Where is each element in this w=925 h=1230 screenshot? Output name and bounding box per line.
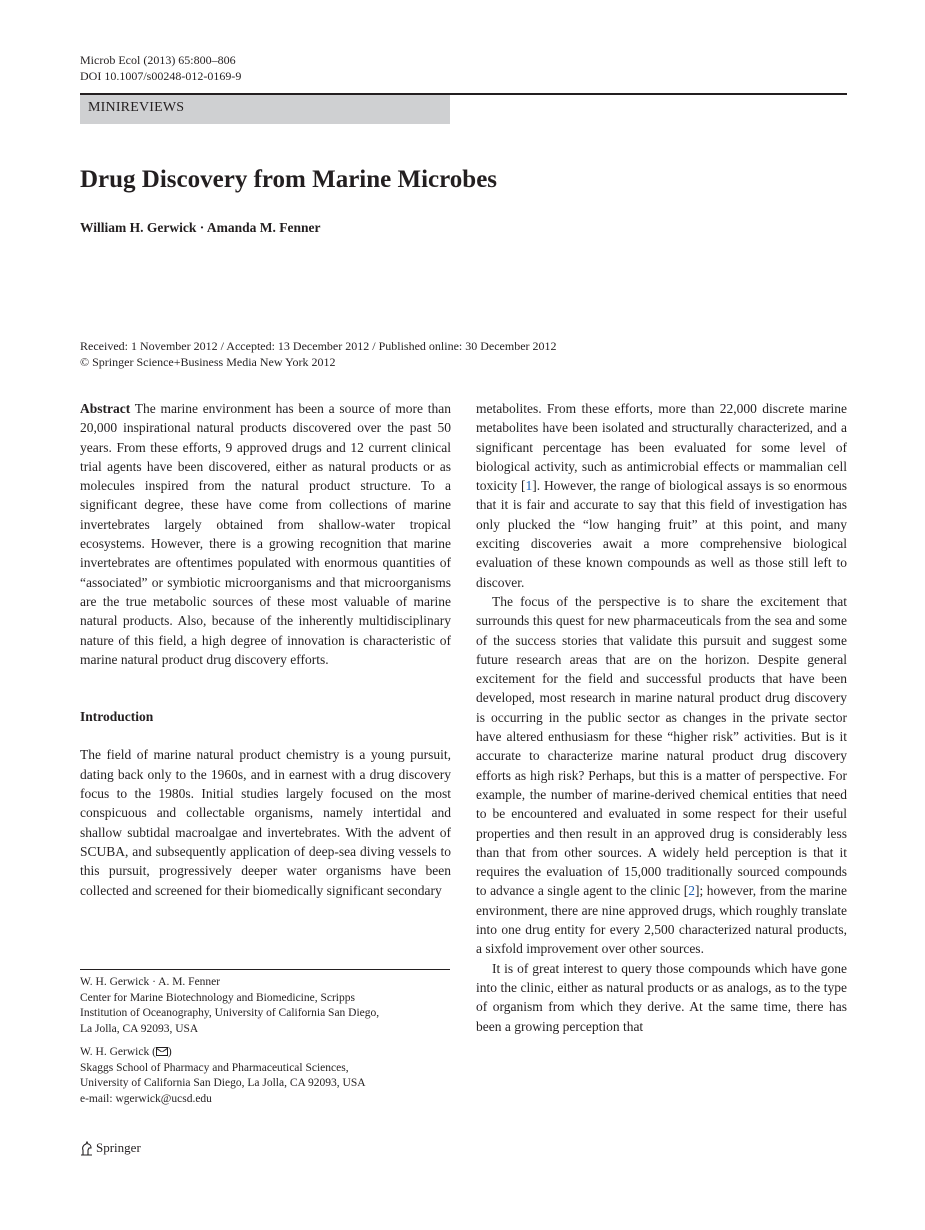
body-text: The focus of the perspective is to share the excitement that surrounds this quest for new pharmaceuticals from the sea and some of the success stories that validate this pursuit and suggest some future research areas that are on the horizon. Despite general excitement for the field and successful products that have been developed, most research in marine natural product drug discovery is occurring in the public sector as changes in the private sector have altered enthusiasm for these “higher risk” activities. But is it accurate to characterize marine natural product drug discovery efforts as high risk? Perhaps, but this is a matter of perspective. For example, the number of marine-derived chemical entities that need to be encountered and evaluated in some respect for their useful properties and then result in an approved drug is considerably less than that from other sources. A widely held perception is that it requires the evaluation of 15,000 traditionally sourced compounds to advance a single agent to the clinic [ [476,593,847,899]
citation-link-2[interactable]: 2 [688,883,695,899]
body-text: metabolites. From these efforts, more than 22,000 discrete marine metabolites have been isolated and structurally characterized, and a significant percentage has been evaluated for some level of biological activity, such as antimicrobial effects or mammalian cell toxicity [ [476,401,847,494]
article-title: Drug Discovery from Marine Microbes [80,166,498,193]
springer-horse-icon [80,1141,93,1156]
email-address[interactable]: e-mail: wgerwick@ucsd.edu [80,1092,212,1105]
affiliation-2-name-close: ) [167,1046,172,1058]
affiliation-text: Skaggs School of Pharmacy and Pharmaceutical Sciences, [80,1061,349,1074]
affiliation-1 [80,975,460,1037]
affiliations [80,975,460,1115]
envelope-icon [156,1047,168,1056]
body-text: ]; however, from the marine environment, there are nine approved drugs, which roughly translate into one drug entity for every 2,500 characterized natural products, a sixfold improvement over other sources. [476,883,847,957]
footnote-rule [80,969,450,970]
body-paragraph-3: It is of great interest to query those compounds which have gone into the clinic, either as natural products or as analogs, as to the type of organism from which they derive. At the same time, there has been a growing perception that [476,960,847,1034]
affiliation-text: Institution of Oceanography, University of California San Diego, [80,1007,380,1019]
citation-link-1[interactable]: 1 [525,478,533,494]
publisher-name: Springer [96,1140,141,1155]
body-paragraph-1 [476,399,847,592]
publisher-footer [80,1140,141,1156]
introduction-paragraph: The field of marine natural product chemistry is a young pursuit, dating back only to the 1960s, and in earnest with a drug discovery focus to the 1980s. Initial studies largely focused on the most conspicuous and collectable organisms, namely intertidal and shallow subtidal macroalgae and invertebrates. With the advent of SCUBA, and subsequently application of deep-sea diving vessels to this pursuit, progressively deeper water organisms have been collected and screened for their biomedically significant secondary [80,747,451,898]
affiliation-text: Center for Marine Biotechnology and Biomedicine, Scripps [80,991,355,1004]
abstract-text: The marine environment has been a source of more than 20,000 inspirational natural products discovered over the past 50 years. From these efforts, 9 approved drugs and 12 current clinical trial agents have been discovered, either as natural products or as molecules inspired from the natural product structure. To a significant degree, these have come from collections of marine invertebrates largely obtained from shallow-water tropical ecosystems. However, there is a growing recognition that marine invertebrates are oftentimes populated with enormous quantities of “associated” or symbiotic microorganisms and that microorganisms are the true metabolic sources of these most valuable of marine natural products. Also, because of the inherently multidisciplinary nature of this field, a high degree of innovation is characteristic of marine natural product drug discovery efforts. [80,401,451,667]
affiliation-1-names: W. H. Gerwick · A. M. Fenner [80,976,221,988]
right-column [476,399,847,1036]
affiliation-text: La Jolla, CA 92093, USA [80,1022,199,1035]
publication-dates: Received: 1 November 2012 / Accepted: 13 December 2012 / Published online: 30 December 2012 [80,339,557,353]
article-history [80,338,557,370]
doi-line: DOI 10.1007/s00248-012-0169-9 [80,69,242,83]
abstract [80,399,451,669]
body-paragraph-2 [476,592,847,959]
article-authors: William H. Gerwick · Amanda M. Fenner [80,220,321,235]
journal-citation [80,52,241,84]
introduction-heading: Introduction [80,709,154,725]
left-column [80,399,451,900]
affiliation-2-name: W. H. Gerwick ( [80,1046,156,1058]
copyright-line: © Springer Science+Business Media New York 2012 [80,355,336,369]
abstract-label: Abstract [80,401,131,416]
journal-line: Microb Ecol (2013) 65:800–806 [80,53,236,67]
affiliation-2 [80,1045,460,1107]
section-label: MINIREVIEWS [88,100,185,115]
body-text: ]. However, the range of biological assays is so enormous that it is fair and accurate to say that this field of investigation has only plucked the “low hanging fruit” at this point, and many exciting discoveries await a more comprehensive biological evaluation of these known compounds as well as those still left to discover. [476,478,847,590]
affiliation-text: University of California San Diego, La Jolla, CA 92093, USA [80,1077,366,1089]
